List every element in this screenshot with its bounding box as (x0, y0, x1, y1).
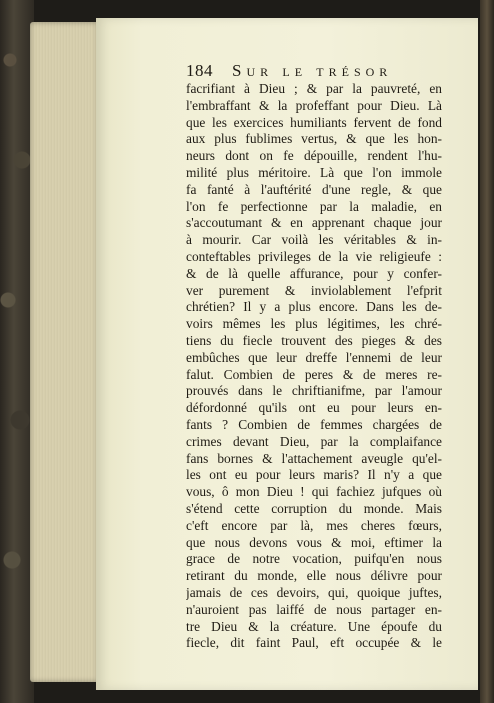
book-cover-right (480, 0, 494, 703)
text-line: fants ? Combien de femmes chargées de (186, 416, 442, 432)
text-line: n'auroient pas laiffé de nous partager en- (186, 601, 442, 617)
text-line: l'on fe perfectionne par la maladie, en (186, 198, 442, 214)
text-line: les ont eu pour leurs maris? Il n'y a que (186, 467, 442, 483)
text-line: tiens du fiecle trouvent des pieges & des (186, 332, 442, 348)
text-line: embûches que leur dreffe l'ennemi de leur (186, 349, 442, 365)
text-line: c'eft encore par là, mes cheres fœurs, (186, 517, 442, 533)
page-number: 184 (186, 61, 213, 80)
book-cover-left (0, 0, 34, 703)
text-line: & de là quelle affurance, pour y confer- (186, 265, 442, 281)
body-text (186, 81, 442, 652)
text-line: facrifiant à Dieu ; & par la pauvreté, en (186, 81, 442, 96)
text-line: défordonné qu'ils ont eu pour leurs en- (186, 400, 442, 416)
running-head (186, 61, 446, 83)
text-line: que les exercices humiliants fervent de fond (186, 114, 442, 130)
text-line: ver purement & inviolablement l'efprit (186, 282, 442, 298)
text-line: grace de notre vocation, puifqu'en nous (186, 551, 442, 567)
text-line: retirant du monde, elle nous délivre pour (186, 568, 442, 584)
page-edges (30, 22, 98, 682)
text-line: s'étend cette corruption du monde. Mais (186, 500, 442, 516)
text-line: voirs mêmes les plus légitimes, les chré- (186, 316, 442, 332)
text-line: fiecle, dit faint Paul, eft occupée & le (186, 635, 442, 651)
running-title: Sur le trésor (232, 61, 393, 80)
text-line: conteftables privileges de la vie religieufe : (186, 248, 442, 264)
text-line: crimes devant Dieu, par la complaifance (186, 433, 442, 449)
text-line: aux plus fublimes vertus, & que les hon- (186, 131, 442, 147)
text-line: l'embraffant & la profeffant pour Dieu. Là (186, 97, 442, 113)
text-line: chrétien? Il y a plus encore. Dans les de- (186, 299, 442, 315)
text-line: milité plus méritoire. Là que l'on immole (186, 164, 442, 180)
text-line: tre Dieu & la créature. Une époufe du (186, 618, 442, 634)
text-line: neurs dont on fe dépouille, rendent l'hu- (186, 148, 442, 164)
text-line: que nous devons vous & moi, eftimer la (186, 534, 442, 550)
text-line: falut. Combien de peres & de meres re- (186, 366, 442, 382)
text-line: s'accoutumant & en apprenant chaque jour (186, 215, 442, 231)
text-line: jamais de ces devoirs, qui, quoique juftes, (186, 584, 442, 600)
text-line: prouvés dans le chriftianifme, par l'amour (186, 383, 442, 399)
text-line: fans bornes & l'attachement aveugle qu'el- (186, 450, 442, 466)
text-line: fa fanté à l'auftérité d'une regle, & que (186, 181, 442, 197)
text-line: vous, ô mon Dieu ! qui fachiez jufques où (186, 484, 442, 500)
text-line: à mourir. Car voilà les véritables & in- (186, 232, 442, 248)
